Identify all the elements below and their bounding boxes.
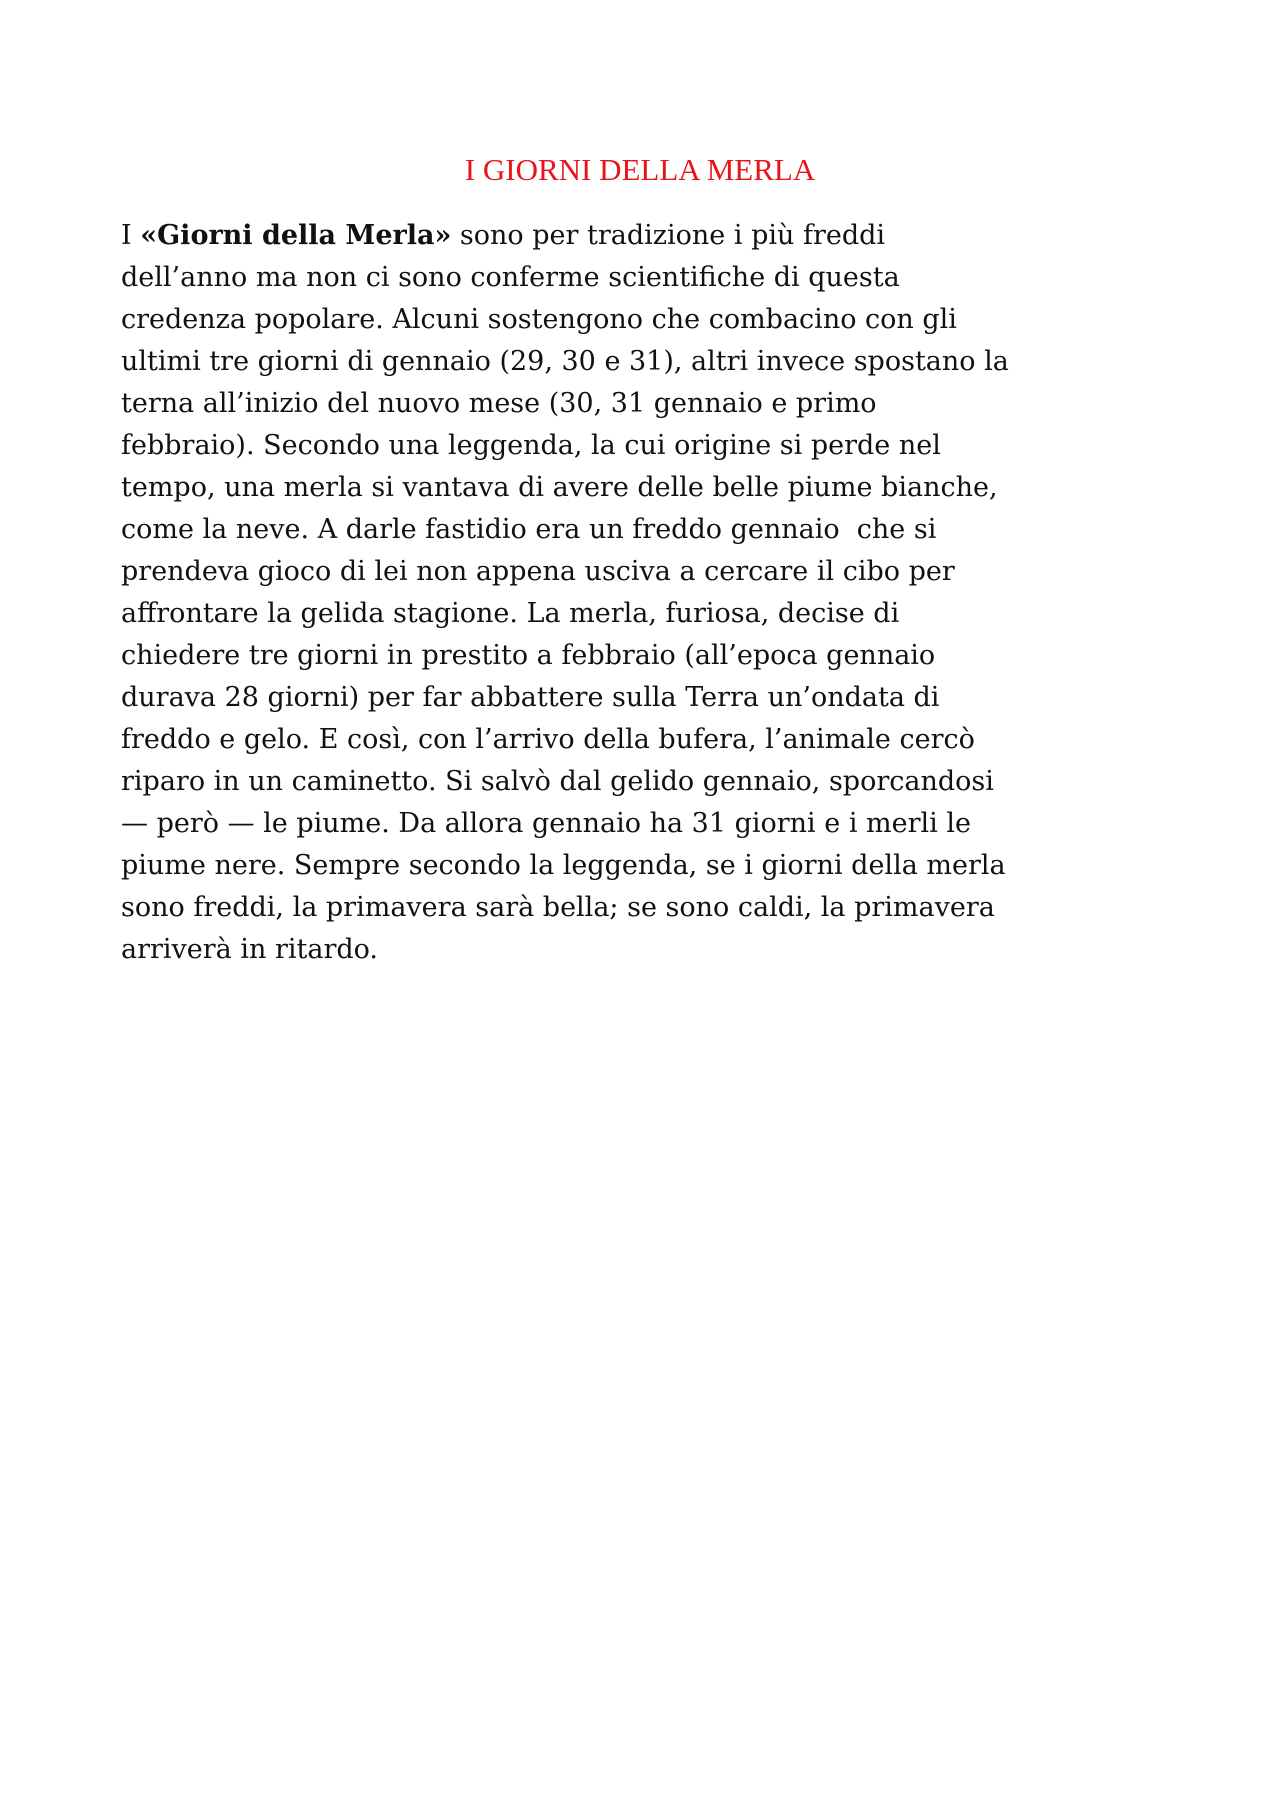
body-line: ultimi tre giorni di gennaio (29, 30 e 31), altri invece spostano la — [121, 346, 1009, 377]
body-line: riparo in un caminetto. Si salvò dal gelido gennaio, sporcandosi — [121, 766, 994, 797]
body-line: prendeva gioco di lei non appena usciva a cercare il cibo per — [121, 556, 955, 587]
body-line: dell’anno ma non ci sono conferme scientifiche di questa — [121, 262, 900, 293]
body-line: tempo, una merla si vantava di avere delle belle piume bianche, — [121, 472, 998, 503]
body-line: terna all’inizio del nuovo mese (30, 31 gennaio e primo — [121, 388, 877, 419]
body-line: freddo e gelo. E così, con l’arrivo della bufera, l’animale cercò — [121, 724, 975, 755]
body-line: arriverà in ritardo. — [121, 934, 379, 965]
body-line: credenza popolare. Alcuni sostengono che combacino con gli — [121, 304, 957, 335]
body-line: come la neve. A darle fastidio era un freddo gennaio che si — [121, 514, 937, 545]
intro-rest: sono per tradizione i più freddi — [451, 220, 886, 251]
body-line: sono freddi, la primavera sarà bella; se sono caldi, la primavera — [121, 892, 995, 923]
body-line: durava 28 giorni) per far abbattere sulla Terra un’ondata di — [121, 682, 940, 713]
body-line: piume nere. Sempre secondo la leggenda, se i giorni della merla — [121, 850, 1006, 881]
document-title: I GIORNI DELLA MERLA — [464, 152, 816, 187]
document-body — [121, 215, 1171, 971]
body-line: chiedere tre giorni in prestito a febbraio (all’epoca gennaio — [121, 640, 936, 671]
body-line: febbraio). Secondo una leggenda, la cui origine si perde nel — [121, 430, 941, 461]
body-line: affrontare la gelida stagione. La merla, furiosa, decise di — [121, 598, 900, 629]
body-line — [121, 215, 1171, 257]
body-line: — però — le piume. Da allora gennaio ha 31 giorni e i merli le — [121, 808, 971, 839]
bold-term: «Giorni della Merla» — [140, 220, 452, 251]
intro-prefix: I — [121, 220, 141, 251]
